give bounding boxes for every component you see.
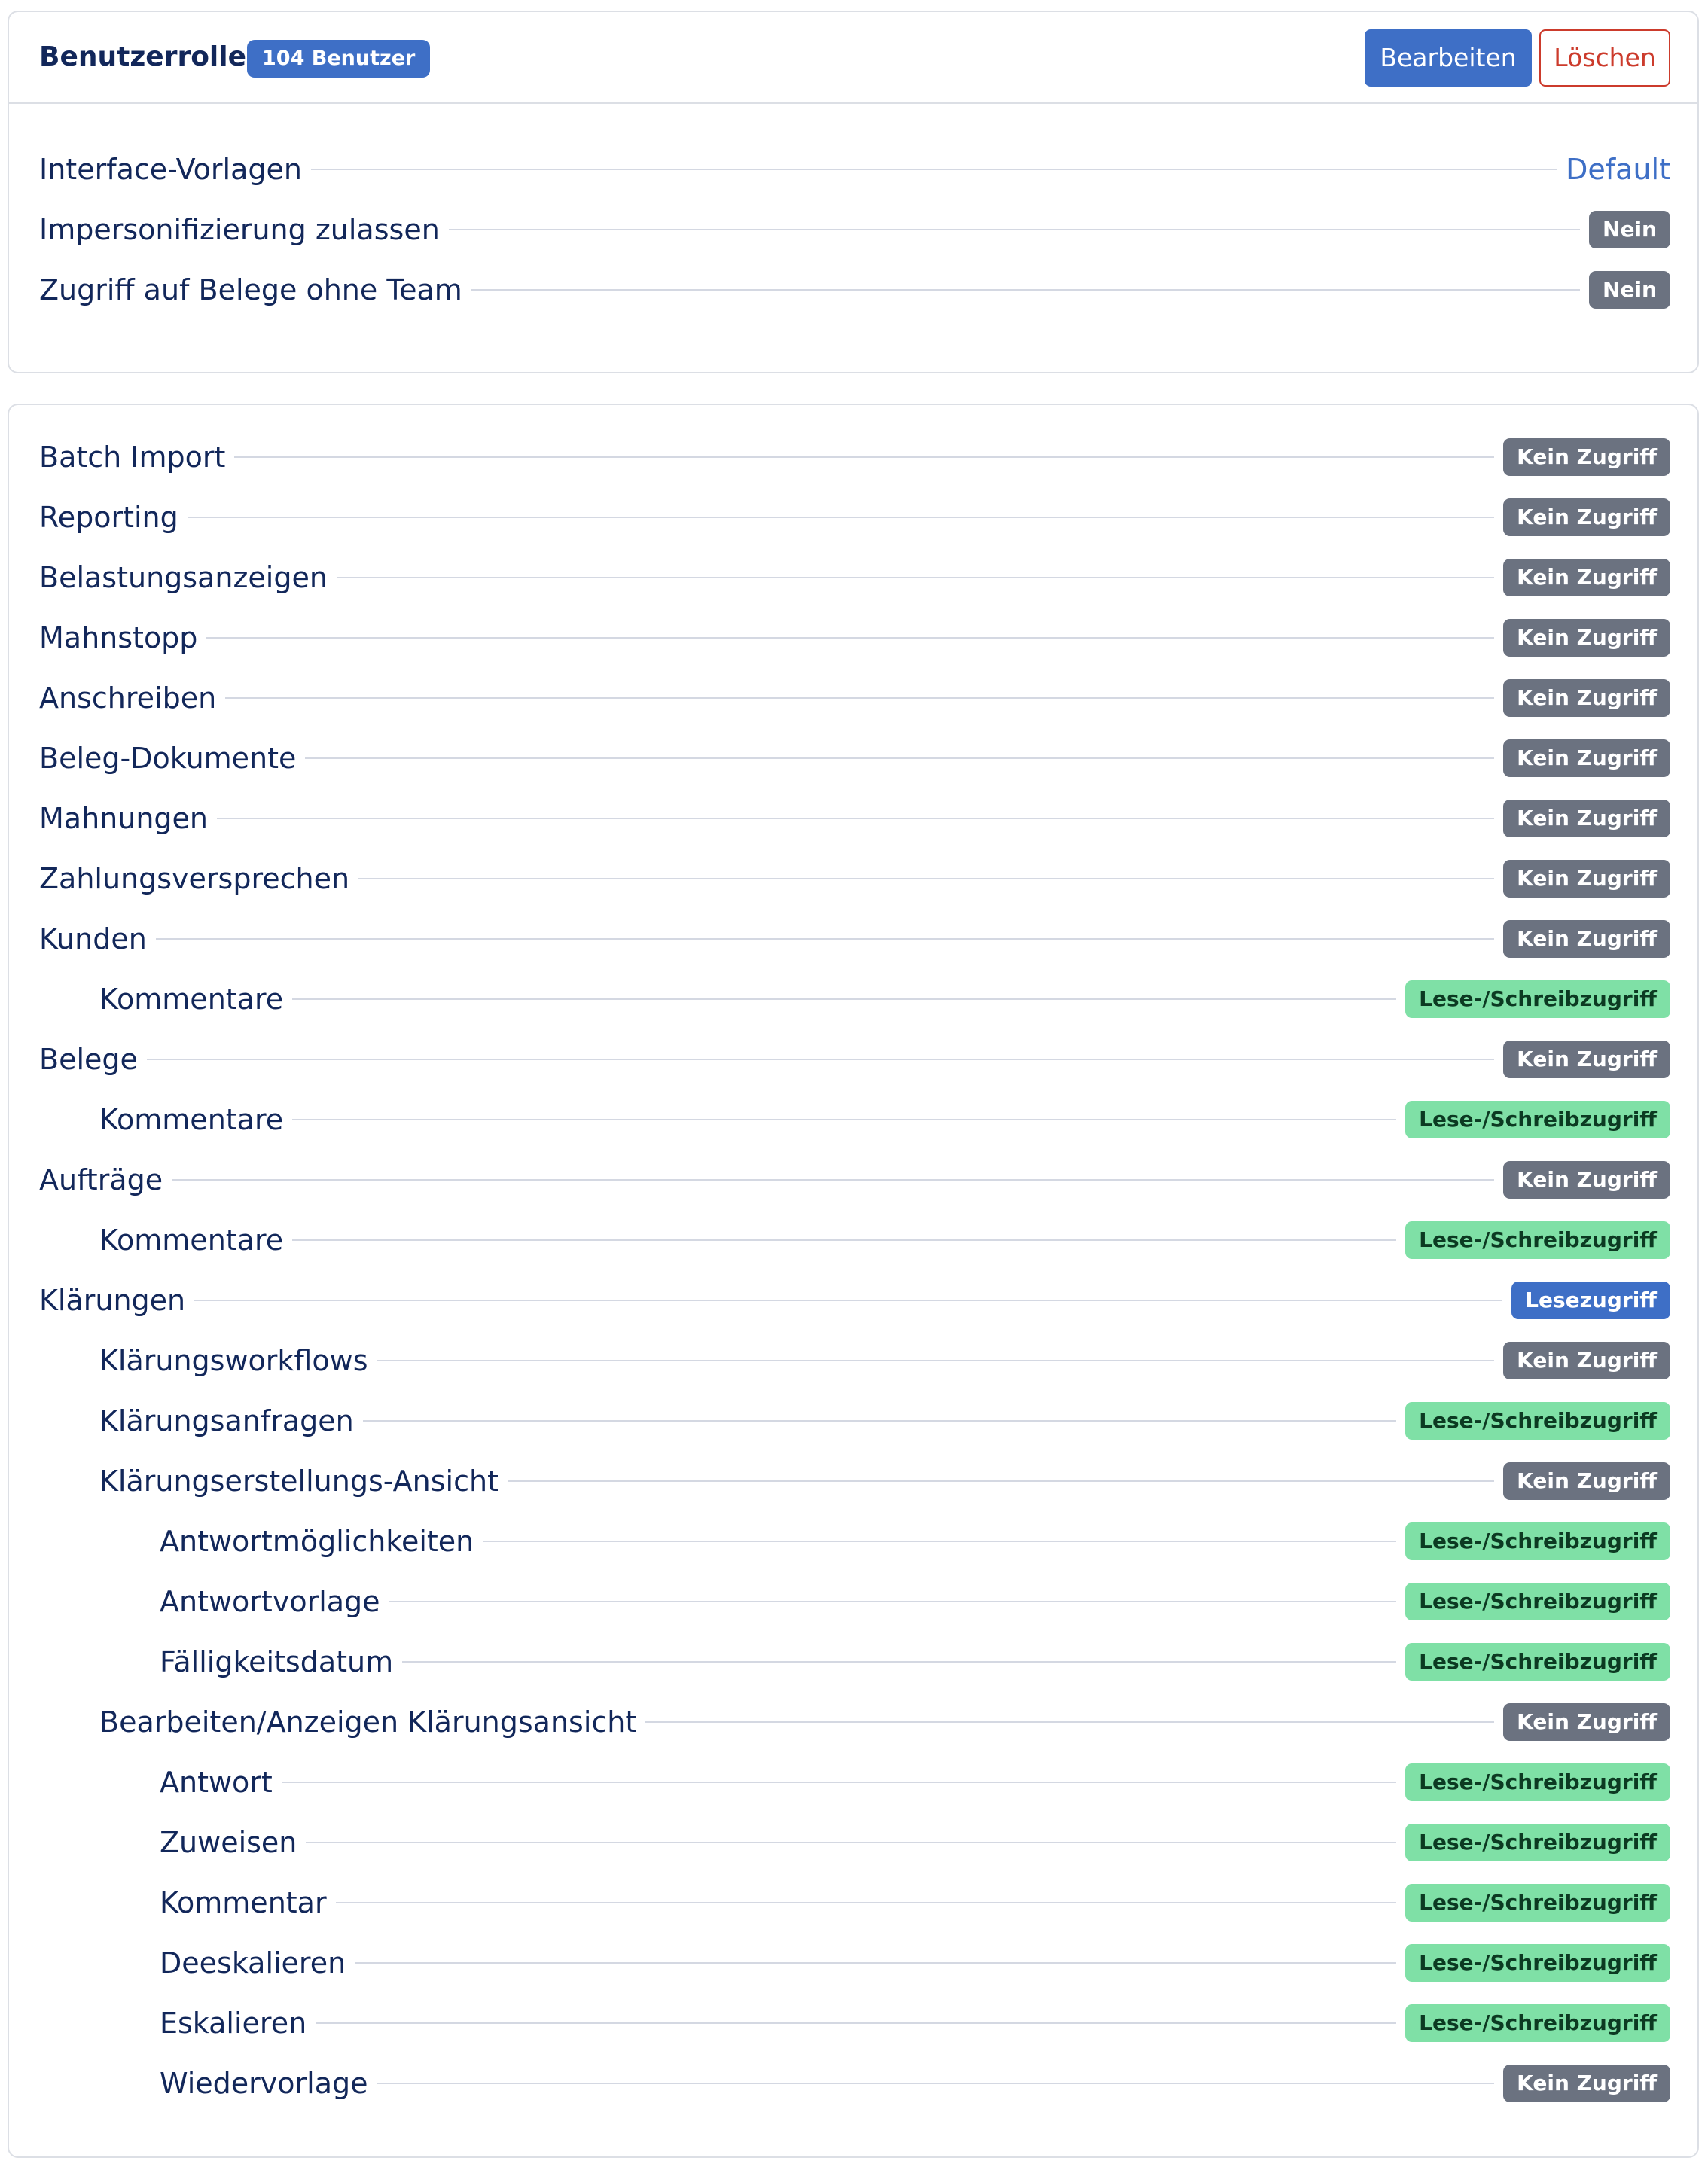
access-badge: Kein Zugriff [1503, 920, 1670, 958]
access-badge: Kein Zugriff [1503, 619, 1670, 657]
divider-line [377, 2083, 1495, 2084]
interface-template-link[interactable]: Default [1566, 153, 1670, 186]
divider-line [389, 1601, 1397, 1602]
divider-line [188, 517, 1494, 518]
permission-row [160, 1519, 1670, 1564]
permission-label: Antwort [160, 1766, 273, 1799]
permission-label: Klärungserstellungs-Ansicht [99, 1465, 499, 1498]
permission-row [39, 796, 1670, 841]
permission-row [99, 1097, 1670, 1142]
setting-label: Impersonifizierung zulassen [39, 213, 440, 246]
divider-line [282, 1782, 1396, 1783]
access-badge: Kein Zugriff [1503, 1703, 1670, 1741]
permission-label: Antwortvorlage [160, 1585, 380, 1618]
permission-row [99, 977, 1670, 1022]
access-badge: Lese-/Schreibzugriff [1405, 980, 1670, 1018]
permission-label: Fälligkeitsdatum [160, 1645, 394, 1678]
access-badge: Lese-/Schreibzugriff [1405, 1824, 1670, 1861]
setting-row-impersonation [39, 207, 1670, 252]
divider-line [508, 1480, 1494, 1482]
divider-line [355, 1962, 1396, 1964]
permission-row [39, 495, 1670, 540]
permission-label: Belege [39, 1043, 138, 1076]
permission-label: Klärungen [39, 1284, 186, 1317]
permission-label: Beleg-Dokumente [39, 742, 297, 775]
permission-row [39, 434, 1670, 480]
divider-line [358, 878, 1494, 879]
permission-row [99, 1218, 1670, 1263]
divider-line [645, 1721, 1494, 1723]
permission-row [39, 856, 1670, 901]
role-settings-card [8, 11, 1699, 373]
access-badge: Lese-/Schreibzugriff [1405, 1763, 1670, 1801]
permission-row [160, 1639, 1670, 1684]
permission-row [160, 1820, 1670, 1865]
permission-row [160, 2001, 1670, 2046]
permission-label: Bearbeiten/Anzeigen Klärungsansicht [99, 1705, 637, 1739]
divider-line [225, 697, 1494, 699]
permission-row [99, 1458, 1670, 1504]
permission-row [39, 736, 1670, 781]
access-badge: Kein Zugriff [1503, 1462, 1670, 1500]
divider-line [292, 1239, 1396, 1241]
setting-row-documents-without-team [39, 267, 1670, 312]
permissions-card [8, 404, 1699, 2158]
divider-line [483, 1541, 1396, 1542]
divider-line [172, 1179, 1494, 1181]
access-badge: Lese-/Schreibzugriff [1405, 1884, 1670, 1922]
access-badge: Lese-/Schreibzugriff [1405, 1221, 1670, 1259]
divider-line [306, 1842, 1396, 1843]
setting-label: Interface-Vorlagen [39, 153, 302, 186]
access-badge: Lese-/Schreibzugriff [1405, 2004, 1670, 2042]
permission-label: Mahnstopp [39, 621, 198, 654]
permission-label: Mahnungen [39, 802, 208, 835]
permission-label: Wiedervorlage [160, 2067, 368, 2100]
divider-line [471, 289, 1580, 291]
permission-row [39, 1037, 1670, 1082]
divider-line [377, 1360, 1495, 1361]
role-title: Benutzerrolle [39, 41, 247, 72]
permission-row [160, 1880, 1670, 1925]
divider-line [449, 229, 1580, 230]
permission-label: Antwortmöglichkeiten [160, 1525, 474, 1558]
permission-row [99, 1398, 1670, 1443]
divider-line [311, 169, 1557, 170]
permission-label: Klärungsanfragen [99, 1404, 354, 1437]
divider-line [363, 1420, 1396, 1422]
divider-line [292, 998, 1396, 1000]
divider-line [402, 1661, 1396, 1663]
divider-line [147, 1059, 1494, 1060]
divider-line [194, 1300, 1502, 1301]
divider-line [234, 456, 1494, 458]
permission-row [160, 2061, 1670, 2106]
divider-line [156, 938, 1494, 940]
access-badge: Kein Zugriff [1503, 1161, 1670, 1199]
permission-label: Kunden [39, 922, 147, 956]
permission-label: Deeskalieren [160, 1946, 346, 1980]
permission-label: Reporting [39, 501, 178, 534]
access-badge: Lese-/Schreibzugriff [1405, 1101, 1670, 1138]
permission-row [99, 1699, 1670, 1745]
access-badge: Lese-/Schreibzugriff [1405, 1583, 1670, 1620]
permission-label: Kommentar [160, 1886, 327, 1919]
permission-label: Belastungsanzeigen [39, 561, 328, 594]
permission-label: Anschreiben [39, 681, 217, 715]
permission-row [39, 1278, 1670, 1323]
divider-line [316, 2022, 1396, 2024]
access-badge: Kein Zugriff [1503, 800, 1670, 837]
access-badge: Kein Zugriff [1503, 1041, 1670, 1078]
access-badge: Lesezugriff [1511, 1282, 1670, 1319]
setting-row-interface-templates [39, 147, 1670, 192]
access-badge: Kein Zugriff [1503, 2065, 1670, 2102]
permission-label: Batch Import [39, 440, 226, 474]
permission-label: Klärungsworkflows [99, 1344, 368, 1377]
permission-row [39, 555, 1670, 600]
edit-button[interactable]: Bearbeiten [1365, 29, 1532, 87]
access-badge: Kein Zugriff [1503, 438, 1670, 476]
permission-label: Kommentare [99, 1224, 284, 1257]
permission-row [160, 1760, 1670, 1805]
permission-row [39, 916, 1670, 962]
access-badge: Lese-/Schreibzugriff [1405, 1944, 1670, 1982]
setting-label: Zugriff auf Belege ohne Team [39, 273, 462, 306]
divider-line [305, 757, 1494, 759]
access-badge: Kein Zugriff [1503, 498, 1670, 536]
divider-line [336, 1902, 1397, 1903]
access-badge: Kein Zugriff [1503, 559, 1670, 596]
permission-row [99, 1338, 1670, 1383]
permission-label: Zuweisen [160, 1826, 297, 1859]
access-badge: Kein Zugriff [1503, 679, 1670, 717]
user-count-badge: 104 Benutzer [247, 40, 430, 78]
status-badge: Nein [1589, 271, 1670, 309]
access-badge: Kein Zugriff [1503, 739, 1670, 777]
access-badge: Kein Zugriff [1503, 860, 1670, 898]
permission-row [39, 675, 1670, 721]
permission-label: Eskalieren [160, 2007, 307, 2040]
divider-line [337, 577, 1494, 578]
permission-label: Kommentare [99, 983, 284, 1016]
status-badge: Nein [1589, 211, 1670, 248]
divider-line [217, 818, 1494, 819]
card-header [9, 12, 1697, 104]
delete-button[interactable]: Löschen [1539, 29, 1670, 87]
access-badge: Kein Zugriff [1503, 1342, 1670, 1379]
permission-row [160, 1579, 1670, 1624]
permission-label: Zahlungsversprechen [39, 862, 350, 895]
permission-label: Aufträge [39, 1163, 163, 1196]
permission-row [39, 615, 1670, 660]
permission-label: Kommentare [99, 1103, 284, 1136]
access-badge: Lese-/Schreibzugriff [1405, 1522, 1670, 1560]
divider-line [292, 1119, 1396, 1120]
divider-line [206, 637, 1494, 639]
access-badge: Lese-/Schreibzugriff [1405, 1643, 1670, 1681]
permission-row [39, 1157, 1670, 1202]
permission-row [160, 1940, 1670, 1986]
access-badge: Lese-/Schreibzugriff [1405, 1402, 1670, 1440]
